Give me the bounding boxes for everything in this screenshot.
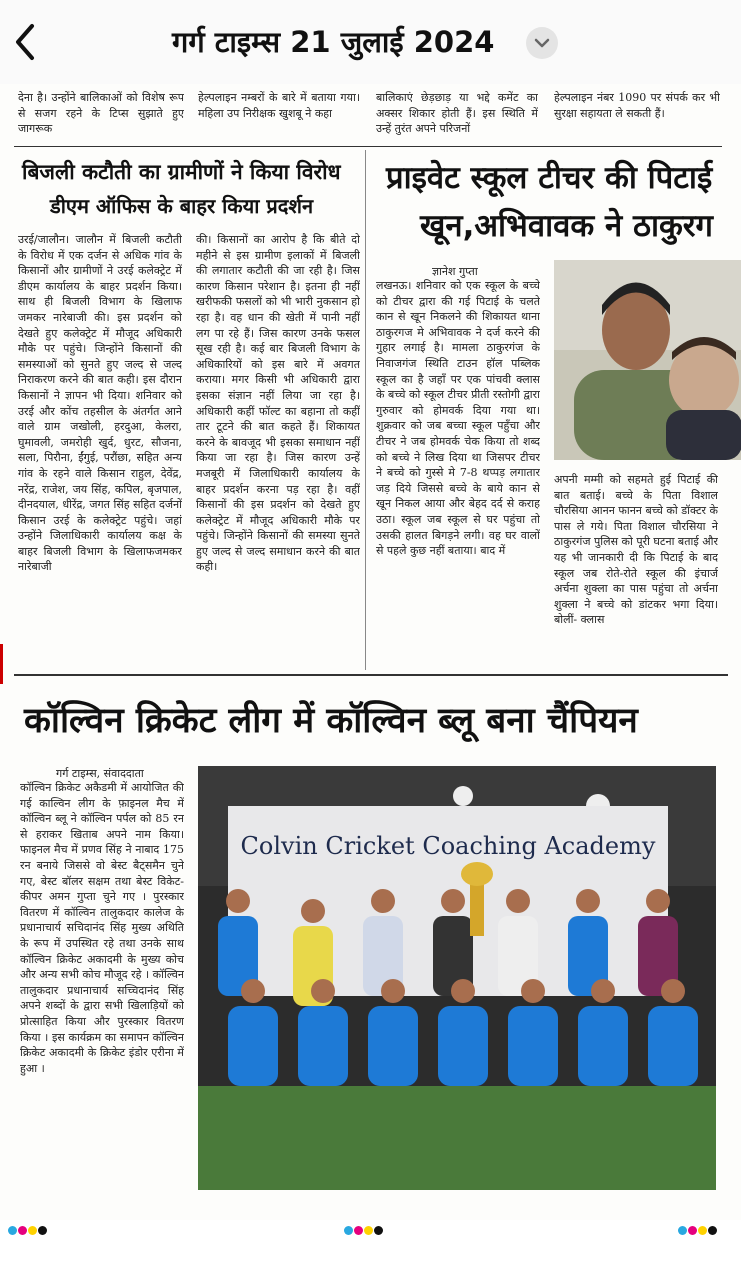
article-1-headline: बिजली कटौती का ग्रामीणों ने किया विरोध	[22, 160, 341, 184]
article-3-body: कॉल्विन क्रिकेट अकैडमी में आयोजित की गई काल्विन लीग के फ़ाइनल मैच में कॉल्विन ब्लू ने कॉल्विन पर्पल को 85 रन से हराकर खिताब अपने नाम किया। फाइनल मैच में प्रणव सिंह ने नाबाद 175 रन बनाये जिससे वो बेस्ट बैट्समैन चुने गए, बेस्ट बॉलर सक्षम तथा बेस्ट विकेट-कीपर अमन गुप्ता चुने गए । पुरस्कार वितरण में कॉल्विन तालुकदार कालेज के प्रधानाचार्य सचिदानंद सिंह मुख्य अथिति के रूप में उपस्थित रहे तथा उनके साथ कॉल्विन क्रिकेट अकादमी के मुख्य कोच और अन्य सभी कोच मौजूद रहे । कॉल्विन तालुकदार प्रधानाचार्य सच्चिदानंद सिंह अपने शब्दों के द्वारा सभी खिलाड़ियों को प्रोत्साहित किया और पुरस्कार वितरण किया । इस कार्यक्रम का समापन कॉल्विन क्रिकेट अकादमी के क्रिकेट इंडोर एरीना में हुआ ।	[20, 781, 184, 1075]
strip-col-1: देना है। उन्होंने बालिकाओं को विशेष रूप से सजग रहने के टिप्स सुझाते हुए जागरूक	[18, 91, 184, 136]
margin-red-line	[0, 644, 3, 684]
article-2-byline: ज्ञानेश गुप्ता	[432, 265, 478, 278]
page-title: गर्ग टाइम्स 21 जुलाई 2024	[172, 25, 495, 59]
strip-col-3: बालिकाएं छेड़छाड़ या भद्दे कमेंट का अक्सर शिकार होती हैं। इस स्थिति में उन्हें तुरंत अपने परिजनों	[376, 91, 538, 136]
article-3-headline: कॉल्विन क्रिकेट लीग में कॉल्विन ब्लू बना चैंपियन	[24, 701, 638, 741]
article-2-col-2: अपनी मम्मी को सहमते हुई पिटाई की बात बताई। बच्चे के पिता विशाल चौरसिया आनन फानन बच्चे को डॉक्टर के पास ले गये। पिता विशाल चौरसिया ने ठाकुरगंज पुलिस को पूरी घटना बताई और यह भी जानकारी दी कि पिटाई के बाद स्कूल जब रोते-रोते स्कूल की इंचार्ज अर्चना शुक्ला का पास पहुंचा तो अर्चना शुक्ला ने बच्चे को डांटकर भगा दिया। बोलीं- क्लास	[554, 473, 718, 627]
article-1-col-2: की। किसानों का आरोप है कि बीते दो महीने से इस ग्रामीण इलाकों में बिजली की लगातार कटौती की जा रही है। जिस कारण किसान परेशान है। इतना ही नहीं खरीफकी फसलों को भी भारी नुकसान हो रहा है। वह धान की खेती में पानी नहीं लग पा रहे हैं। जिस कारण उनके फसल सूख रही है। कई बार बिजली विभाग के अधिकारियों को इस बारे में अवगत कराया। मगर किसी भी अधिकारी द्वारा इसका संज्ञान नहीं लिया जा रहा है।अधिकारी कहीं फॉल्ट का बहाना तो कहीं तार टूटने की बात कहते हैं। शिकायत करने के बावजूद भी इसका समाधान नहीं किया जा रहा है। जिस कारण उन्हें मजबूरी में जिलाधिकारी कार्यालय के बाहर प्रदर्शन करना पड़ रहा है। वहीं किसानों की इस प्रदर्शन को देखते हुए कलेक्ट्रेट में मौजूद अधिकारी मौके पर पहुंचे। जिन्होंने किसानों की समस्या सुनते हुए जल्द से जल्द समाधान करने की बात कही।	[196, 233, 360, 574]
article-3-byline: गर्ग टाइम्स, संवाददाता	[56, 767, 144, 780]
article-2-col-1: लखनऊ। शनिवार को एक स्कूल के बच्चे को टीचर द्वारा की गई पिटाई के चलते कान से खून निकलने की शिकायत थाना ठाकुरगज मे अभिवावक ने दर्ज करने की गुहार लगाई है। मामला ठाकुरगंज के निवाजगंज स्थिति टाउन हॉल पब्लिक स्कूल का है जहाँ पर एक पांचवी क्लास के बच्चे को स्कूल टीचर प्रीती रस्तोगी द्वारा गुरुवार को होमवर्क दिया गया था। शुक्रवार को जब बच्चा स्कूल पहुँचा और टीचर ने जब होमवर्क चेक किया तो शब्द को बच्चे ने लिख दिया था जिसपर टीचर ने बच्चे को गुस्से मे 7-8 थप्पड़ लगातार जड़ दिये जिससे बच्चे के बाये कान से खून निकल आया और बेहद दर्द से कराह उठा। स्कूल जब स्कूल से घर पहुंचा तो उसकी हालत बिगड़ने लगी। वह घर वालों से पहले कुछ नहीं बताया। बाद में	[376, 279, 540, 558]
cricket-team-photo	[198, 766, 716, 1190]
academy-banner-text: Colvin Cricket Coaching Academy	[240, 832, 656, 860]
article-2-subheadline: खून,अभिवावक ने ठाकुरग	[420, 208, 713, 244]
newspaper-page	[0, 84, 741, 1220]
chevron-down-icon[interactable]	[526, 27, 558, 59]
news-photo-man-child	[554, 260, 741, 460]
color-registration-dots-left	[8, 1226, 47, 1235]
strip-col-4: हेल्पलाइन नंबर 1090 पर संपर्क कर भी सुरक्षा सहायता ले सकती हैं।	[554, 91, 720, 120]
color-registration-dots-center	[344, 1226, 383, 1235]
article-1-subheadline: डीएम ऑफिस के बाहर किया प्रदर्शन	[50, 194, 314, 218]
top-bar	[0, 0, 741, 85]
article-2-headline: प्राइवेट स्कूल टीचर की पिटाई	[386, 160, 713, 196]
strip-col-2: हेल्पलाइन नम्बरों के बारे में बताया गया। महिला उप निरीक्षक खुशबू ने कहा	[198, 91, 360, 120]
color-registration-dots-right	[678, 1226, 717, 1235]
back-arrow-icon[interactable]	[8, 20, 42, 64]
article-1-col-1: उरई/जालौन। जालौन में बिजली कटौती के विरोध में एक दर्जन से अधिक गांव के किसानों और ग्रामीणों ने उरई कलेक्ट्रेट में डीएम कार्यालय के बाहर प्रदर्शन किया। साथ ही बिजली विभाग के खिलाफ जमकर नारेबाजी की। इस प्रदर्शन को देखते हुए कलेक्ट्रेट में मौजूद अधिकारी मौके पर पहुंचे। जिन्होंने किसानों की समस्याओं को सुनते हुए जल्द से जल्द निराकरण करने की बात कही। इस दौरान किसानों ने ज्ञापन भी दिया। शनिवार को उरई और कोंच तहसील के अंतर्गत आने वाले ग्राम जखोली, हरदुआ, केलरा, घुमावली, जमरोही खुर्द, धुरट, सौजना, सला, पिरौना, ईंगुई, परौंछा, सहित अन्य गांव के रहने वाले किसान राहुल, देवेंद्र, नरेंद्र, राजेश, जय सिंह, कपिल, बृजपाल, दीनदयाल, धीरेंद्र, जगत सिंह सहित दर्जनों किसान उरई के कलेक्ट्रेट पहुंचे। जहां उन्होंने जिलाधिकारी कार्यालय कक्ष के बाहर बिजली विभाग के खिलाफजमकर नारेबाजी	[18, 233, 182, 574]
